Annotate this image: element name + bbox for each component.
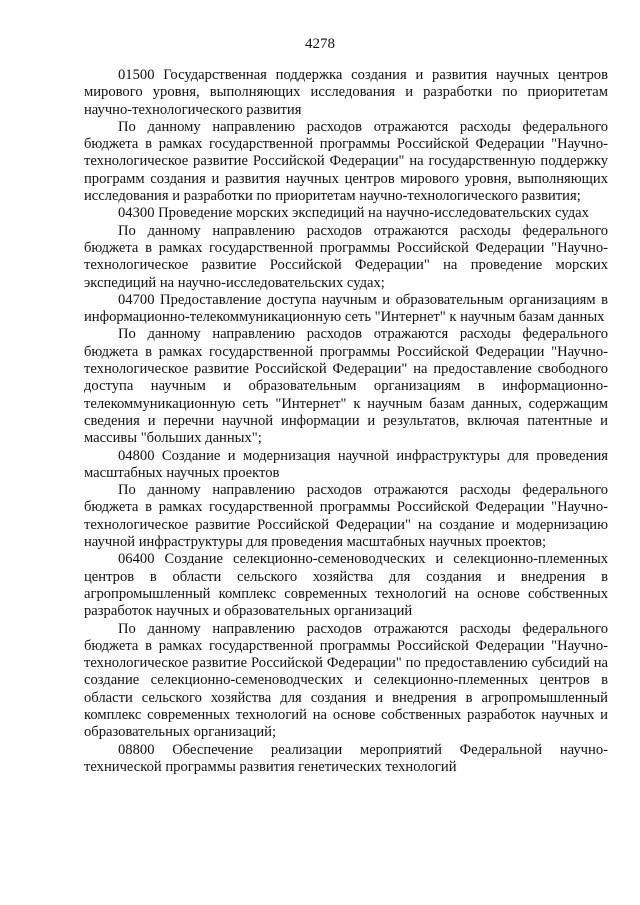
section-text-04800: По данному направлению расходов отражаются расходы федерального бюджета в рамках государственной программы Российской Федерации "Научно-технологическое развитие Российской Федерации" на создание и модернизацию научной инфраструктуры для проведения масштабных научных проектов; <box>84 482 608 551</box>
section-heading-04800: 04800 Создание и модернизация научной инфраструктуры для проведения масштабных научных проектов <box>84 447 608 481</box>
section-text-06400: По данному направлению расходов отражаются расходы федерального бюджета в рамках государственной программы Российской Федерации "Научно-технологическое развитие Российской Федерации" по предоставлению субсидий на создание селекционно-семеноводческих и селекционно-племенных центров в области сельского хозяйства для создания и внедрения в агропромышленный комплекс современных технологий на основе собственных разработок научных и образовательных организаций; <box>84 620 608 741</box>
section-heading-01500: 01500 Государственная поддержка создания и развития научных центров мирового уровня, выполняющих исследования и разработки по приоритетам научно-технологического развития <box>84 67 608 118</box>
section-heading-06400: 06400 Создание селекционно-семеноводческих и селекционно-племенных центров в области сельского хозяйства для создания и внедрения в агропромышленный комплекс современных технологий на основе собственных разработок научных и образовательных организаций <box>84 551 608 620</box>
section-heading-04700: 04700 Предоставление доступа научным и образовательным организациям в информационно-телекоммуникационную сеть "Интернет" к научным базам данных <box>84 291 608 326</box>
section-heading-08800: 08800 Обеспечение реализации мероприятий Федеральной научно-технической программы развития генетических технологий <box>84 741 608 775</box>
section-heading-04300: 04300 Проведение морских экспедиций на научно-исследовательских судах <box>118 205 589 222</box>
section-text-01500: По данному направлению расходов отражаются расходы федерального бюджета в рамках государственной программы Российской Федерации "Научно-технологическое развитие Российской Федерации" на государственную поддержку программ создания и развития научных центров мирового уровня, выполняющих исследования и разработки по приоритетам научно-технологического развития; <box>84 118 608 205</box>
section-text-04300: По данному направлению расходов отражаются расходы федерального бюджета в рамках государственной программы Российской Федерации "Научно-технологическое развитие Российской Федерации" на проведение морских экспедиций на научно-исследовательских судах; <box>84 222 608 291</box>
document-body <box>84 67 608 776</box>
section-text-04700: По данному направлению расходов отражаются расходы федерального бюджета в рамках государственной программы Российской Федерации "Научно-технологическое развитие Российской Федерации" на предоставление свободного доступа научным и образовательным организациям в информационно-телекоммуникационную сеть "Интернет" к научным базам данных, содержащим сведения и перечни научной информации и результатов, включая патентные и массивы "больших данных"; <box>84 326 608 447</box>
page-number: 4278 <box>305 36 335 52</box>
